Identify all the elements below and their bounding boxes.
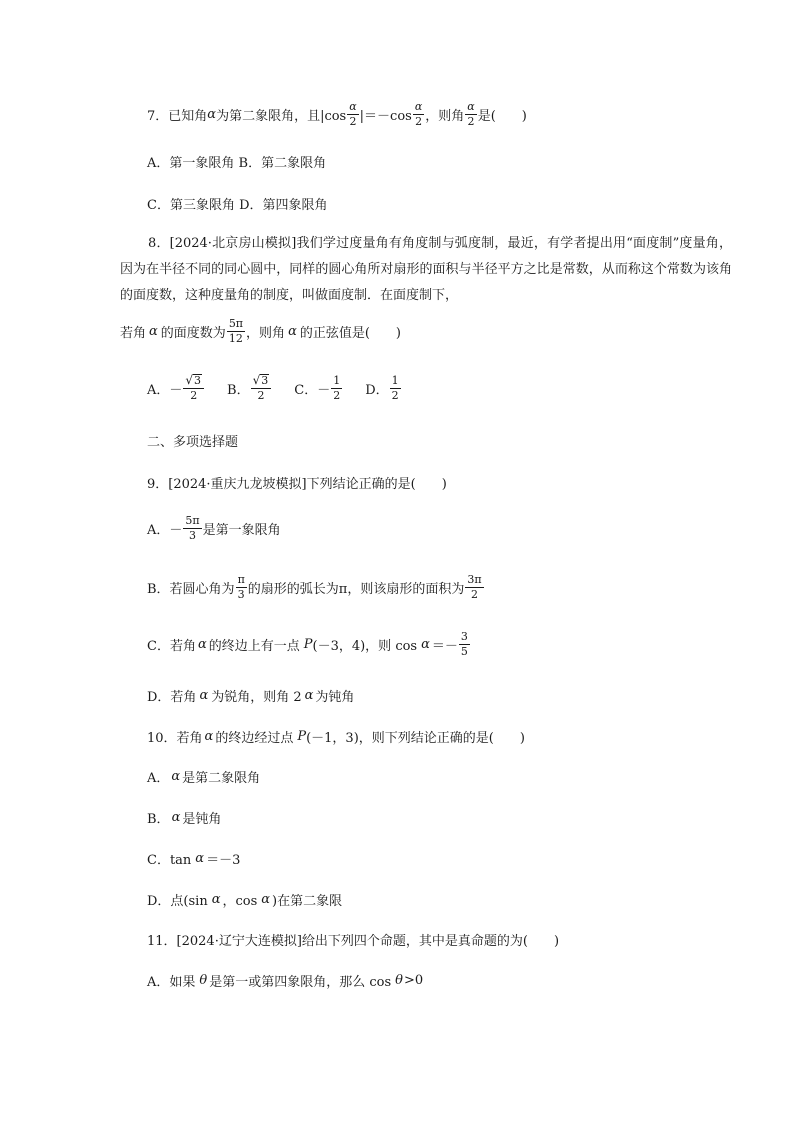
alpha-symbol: α: [288, 324, 297, 340]
q8-fraction: $\frac{5\pi}{12}$: [228, 317, 244, 346]
sqrt-icon: √: [185, 373, 194, 387]
q10-option-a: A． α 是第二象限角: [147, 769, 261, 786]
q11-option-a: A．如果 θ 是第一或第四象限角，那么 cos θ >0: [147, 973, 424, 990]
alpha-symbol: α: [199, 688, 209, 703]
q7-options-ab: A．第一象限角 B．第二象限角: [147, 156, 327, 171]
q8-option-a: A．－ √ 3 2: [147, 374, 205, 402]
q8-stem-last-line: 若角 α 的面度数为 $\frac{5\pi}{12}$ ，则角 α 的正弦值是( ): [120, 317, 401, 346]
q9-option-c: C．若角 α 的终边上有一点 P (－3，4)，则 cos α ＝－ $\frac{3}{5}$: [147, 630, 468, 659]
q10-option-b: B． α 是钝角: [147, 810, 222, 827]
q7-text-c: |＝－cos: [359, 109, 412, 125]
alpha-symbol: α: [197, 637, 207, 653]
theta-symbol: θ: [395, 973, 403, 988]
alpha-symbol: α: [261, 892, 271, 907]
alpha-symbol: α: [171, 769, 181, 784]
q10-stem: 10．若角 α 的终边经过点 P (－1，3)，则下列结论正确的是( ): [147, 729, 525, 746]
q8-options: [147, 374, 734, 402]
alpha-symbol: α: [149, 324, 158, 340]
q7-text-a: 7．已知角: [147, 109, 208, 125]
alpha-symbol: α: [171, 810, 181, 825]
q8-option-d: D． $\frac{1}{2}$: [365, 373, 399, 402]
sqrt-icon: √: [252, 373, 261, 387]
alpha-symbol: α: [304, 688, 314, 703]
q7-text-b: 为第二象限角，且|cos: [216, 109, 347, 125]
q9-option-b: B．若圆心角为 $\frac{\pi}{3}$ 的扇形的弧长为π，则该扇形的面积为 $\frac{3\pi}{2}$: [147, 573, 482, 602]
q7-text-d: ，则角: [425, 109, 465, 125]
q10-option-d: D．点(sin α ，cos α )在第二象限: [147, 892, 343, 909]
q7-fraction-3: $\frac{\alpha}{2}$: [467, 100, 475, 129]
q7-options-cd: C．第三象限角 D．第四象限角: [147, 198, 328, 213]
section-heading: 二、多项选择题: [147, 435, 239, 450]
q10-option-c: C．tan α ＝－3: [147, 851, 241, 868]
q9-option-d: D．若角 α 为锐角，则角 2 α 为钝角: [147, 688, 355, 705]
alpha-symbol: α: [211, 892, 221, 907]
q8-option-b: B． √ 3 2: [227, 374, 272, 402]
theta-symbol: θ: [199, 973, 208, 988]
q7-stem: [147, 101, 734, 128]
q8-stem: 8．[2024·北京房山模拟]我们学过度量角有角度制与弧度制，最近，有学者提出用“面度制”度量角，因为在半径不同的同心圆中，同样的圆心角所对扇形的面积与半径平方之比是常数，从而称这个常数为该角的面度数，这种度量角的制度，叫做面度制．在面度制下，: [120, 236, 732, 303]
alpha-symbol: α: [195, 851, 205, 866]
alpha-symbol: α: [421, 637, 430, 653]
q9-option-a: A．－ $\frac{5\pi}{3}$ 是第一象限角: [147, 514, 281, 543]
q7-fraction-2: $\frac{\alpha}{2}$: [414, 100, 423, 129]
q9-stem: 9．[2024·重庆九龙坡模拟]下列结论正确的是( ): [147, 477, 447, 492]
q7-text-e: 是( ): [477, 109, 527, 125]
q11-stem: 11．[2024·辽宁大连模拟]给出下列四个命题，其中是真命题的为( ): [147, 934, 560, 949]
alpha-symbol: α: [204, 729, 214, 744]
alpha-symbol: α: [207, 107, 217, 123]
q8-option-c: C．－ $\frac{1}{2}$: [294, 373, 341, 402]
q7-fraction-1: $\frac{\alpha}{2}$: [349, 100, 357, 129]
